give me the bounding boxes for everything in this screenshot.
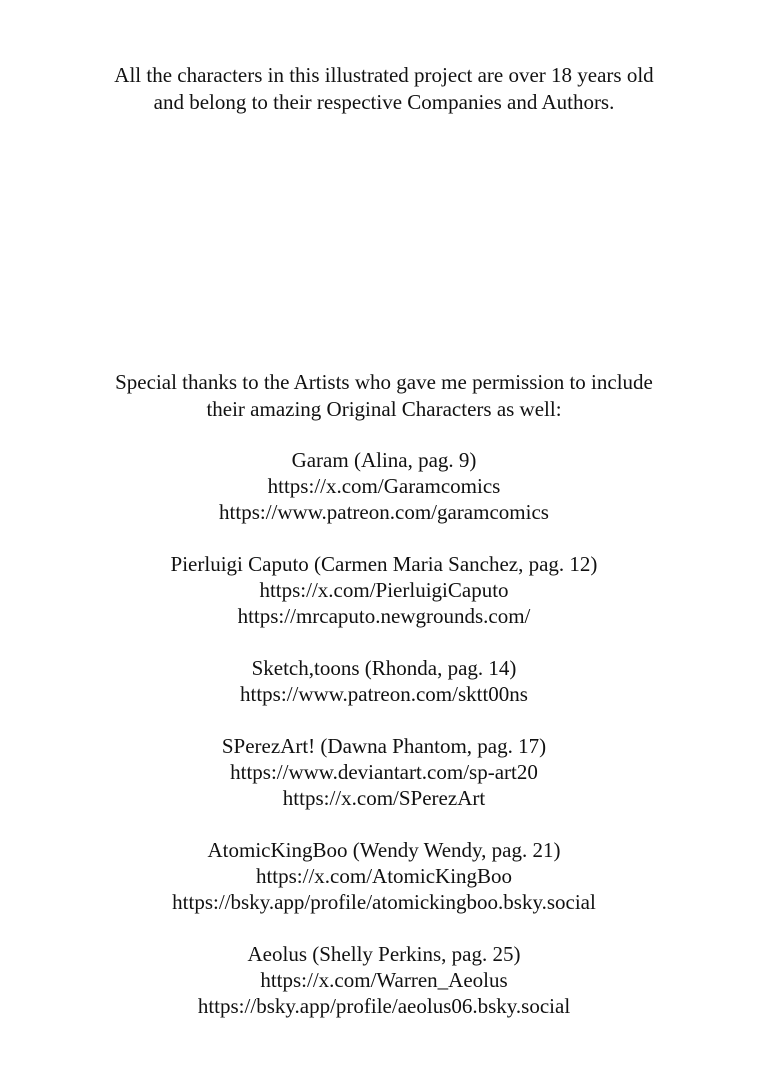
credit-link[interactable]: https://x.com/Garamcomics bbox=[267, 474, 501, 498]
thanks-line-1: Special thanks to the Artists who gave me permission to include bbox=[115, 370, 653, 394]
thanks-line-2: their amazing Original Characters as well: bbox=[206, 397, 562, 421]
credit-artist: AtomicKingBoo (Wendy Wendy, pag. 21) bbox=[207, 838, 561, 862]
credit-artist: Garam (Alina, pag. 9) bbox=[291, 448, 477, 472]
credit-link[interactable]: https://bsky.app/profile/aeolus06.bsky.social bbox=[197, 994, 571, 1018]
credit-link[interactable]: https://x.com/SPerezArt bbox=[282, 786, 486, 810]
disclaimer-line-1: All the characters in this illustrated project are over 18 years old bbox=[114, 63, 654, 87]
disclaimer-line-2: and belong to their respective Companies and Authors. bbox=[153, 90, 615, 114]
credit-link[interactable]: https://www.patreon.com/sktt00ns bbox=[240, 682, 528, 706]
credit-link[interactable]: https://bsky.app/profile/atomickingboo.bsky.social bbox=[172, 890, 596, 914]
special-thanks bbox=[0, 369, 768, 423]
credit-garam bbox=[0, 447, 768, 525]
artist-credits-list bbox=[0, 447, 768, 1045]
credit-artist: Aeolus (Shelly Perkins, pag. 25) bbox=[247, 942, 521, 966]
credit-link[interactable]: https://www.patreon.com/garamcomics bbox=[219, 500, 549, 524]
credit-link[interactable]: https://mrcaputo.newgrounds.com/ bbox=[237, 604, 531, 628]
credit-sperezart bbox=[0, 733, 768, 811]
credit-artist: Pierluigi Caputo (Carmen Maria Sanchez, pag. 12) bbox=[170, 552, 598, 576]
credit-atomickingboo bbox=[0, 837, 768, 915]
credit-sketch-toons bbox=[0, 655, 768, 707]
credit-link[interactable]: https://x.com/PierluigiCaputo bbox=[259, 578, 509, 602]
credit-artist: Sketch,toons (Rhonda, pag. 14) bbox=[251, 656, 517, 680]
credit-link[interactable]: https://www.deviantart.com/sp-art20 bbox=[230, 760, 538, 784]
credit-link[interactable]: https://x.com/AtomicKingBoo bbox=[255, 864, 513, 888]
credit-aeolus bbox=[0, 941, 768, 1019]
age-disclaimer bbox=[0, 62, 768, 116]
credit-artist: SPerezArt! (Dawna Phantom, pag. 17) bbox=[221, 734, 547, 758]
credit-pierluigi-caputo bbox=[0, 551, 768, 629]
credit-link[interactable]: https://x.com/Warren_Aeolus bbox=[260, 968, 508, 992]
